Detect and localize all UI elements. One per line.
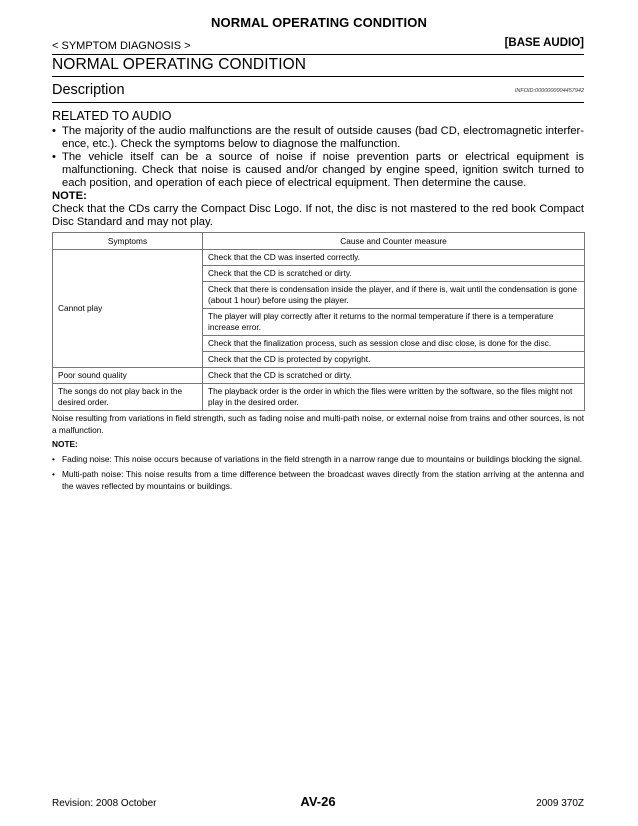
section-divider (52, 76, 584, 77)
cause-cell: Check that the CD is protected by copyright. (203, 352, 585, 368)
cause-cell: The playback order is the order in which the files were written by the software, so the files might not play in the desired order. (203, 384, 585, 411)
cause-cell: Check that the finalization process, such as session close and disc close, is done for the disc. (203, 336, 585, 352)
table-row (53, 384, 585, 411)
symptom-poor-sound: Poor sound quality (53, 368, 203, 384)
symptoms-table (52, 232, 585, 411)
table-header-row (53, 233, 585, 250)
body-bullet (52, 151, 584, 190)
description-divider (52, 102, 584, 103)
bullet-mark: • (52, 125, 56, 137)
section-tag: [BASE AUDIO] (504, 37, 584, 49)
note-bullet (52, 469, 584, 492)
header-divider (52, 54, 584, 55)
note-label: NOTE: (52, 190, 87, 202)
section-title: NORMAL OPERATING CONDITION (52, 56, 307, 73)
symptom-order: The songs do not play back in the desired order. (53, 384, 203, 411)
bullet-text: The vehicle itself can be a source of noise if noise prevention parts or electrical equipment is malfunctioning. Check that noise is caused and/or changed by engine speed, ignition switch turned to each position, and operation of each piece of electrical equipment. Then determine the cause. (62, 151, 584, 189)
cause-cell: Check that there is condensation inside the player, and if there is, wait until the condensation is gone (about 1 hour) before using the player. (203, 282, 585, 309)
bullet-text: The majority of the audio malfunctions are the result of outside causes (bad CD, electromagnetic interfer- ence, etc.). Check the symptoms below to diagnose the malfunction. (62, 125, 584, 150)
noise-paragraph: Noise resulting from variations in field strength, such as fading noise and multi-path noise, or external noise from trains and other sources, is not a malfunction. (52, 413, 584, 435)
note-label: NOTE: (52, 439, 78, 449)
description-title: Description (52, 82, 125, 98)
page-header-title: NORMAL OPERATING CONDITION (211, 15, 427, 30)
header-symptoms: Symptoms (53, 233, 203, 250)
after-table-text (52, 413, 584, 496)
bullet-text: Fading noise: This noise occurs because of variations in the field strength in a narrow range due to mountains or buildings blocking the signal. (62, 453, 583, 464)
table-row (53, 250, 585, 266)
body-bullet (52, 125, 584, 151)
model-year: 2009 370Z (536, 798, 584, 809)
table-row (53, 368, 585, 384)
note-bullet (52, 454, 584, 466)
bullet-mark: • (52, 469, 55, 479)
related-heading: RELATED TO AUDIO (52, 109, 172, 123)
header-cause: Cause and Counter measure (203, 233, 585, 250)
breadcrumb: < SYMPTOM DIAGNOSIS > (52, 40, 191, 52)
body-text (52, 110, 584, 229)
page-number: AV-26 (300, 794, 336, 809)
symptom-cannot-play: Cannot play (53, 250, 203, 368)
note-text: Check that the CDs carry the Compact Disc Logo. If not, the disc is not mastered to the red book Compact Disc Standard and may not play. (52, 203, 584, 228)
cause-cell: Check that the CD is scratched or dirty. (203, 266, 585, 282)
revision-date: Revision: 2008 October (52, 798, 157, 809)
cause-cell: Check that the CD is scratched or dirty. (203, 368, 585, 384)
cause-cell: Check that the CD was inserted correctly. (203, 250, 585, 266)
cause-cell: The player will play correctly after it returns to the normal temperature if there is a temperature increase error. (203, 309, 585, 336)
bullet-mark: • (52, 151, 56, 163)
info-id: INFOID:0000000004457942 (514, 88, 584, 94)
bullet-text: Multi-path noise: This noise results from a time difference between the broadcast waves directly from the station arriving at the antenna and the waves reflected by mountains or buildings. (62, 469, 584, 491)
bullet-mark: • (52, 453, 55, 464)
